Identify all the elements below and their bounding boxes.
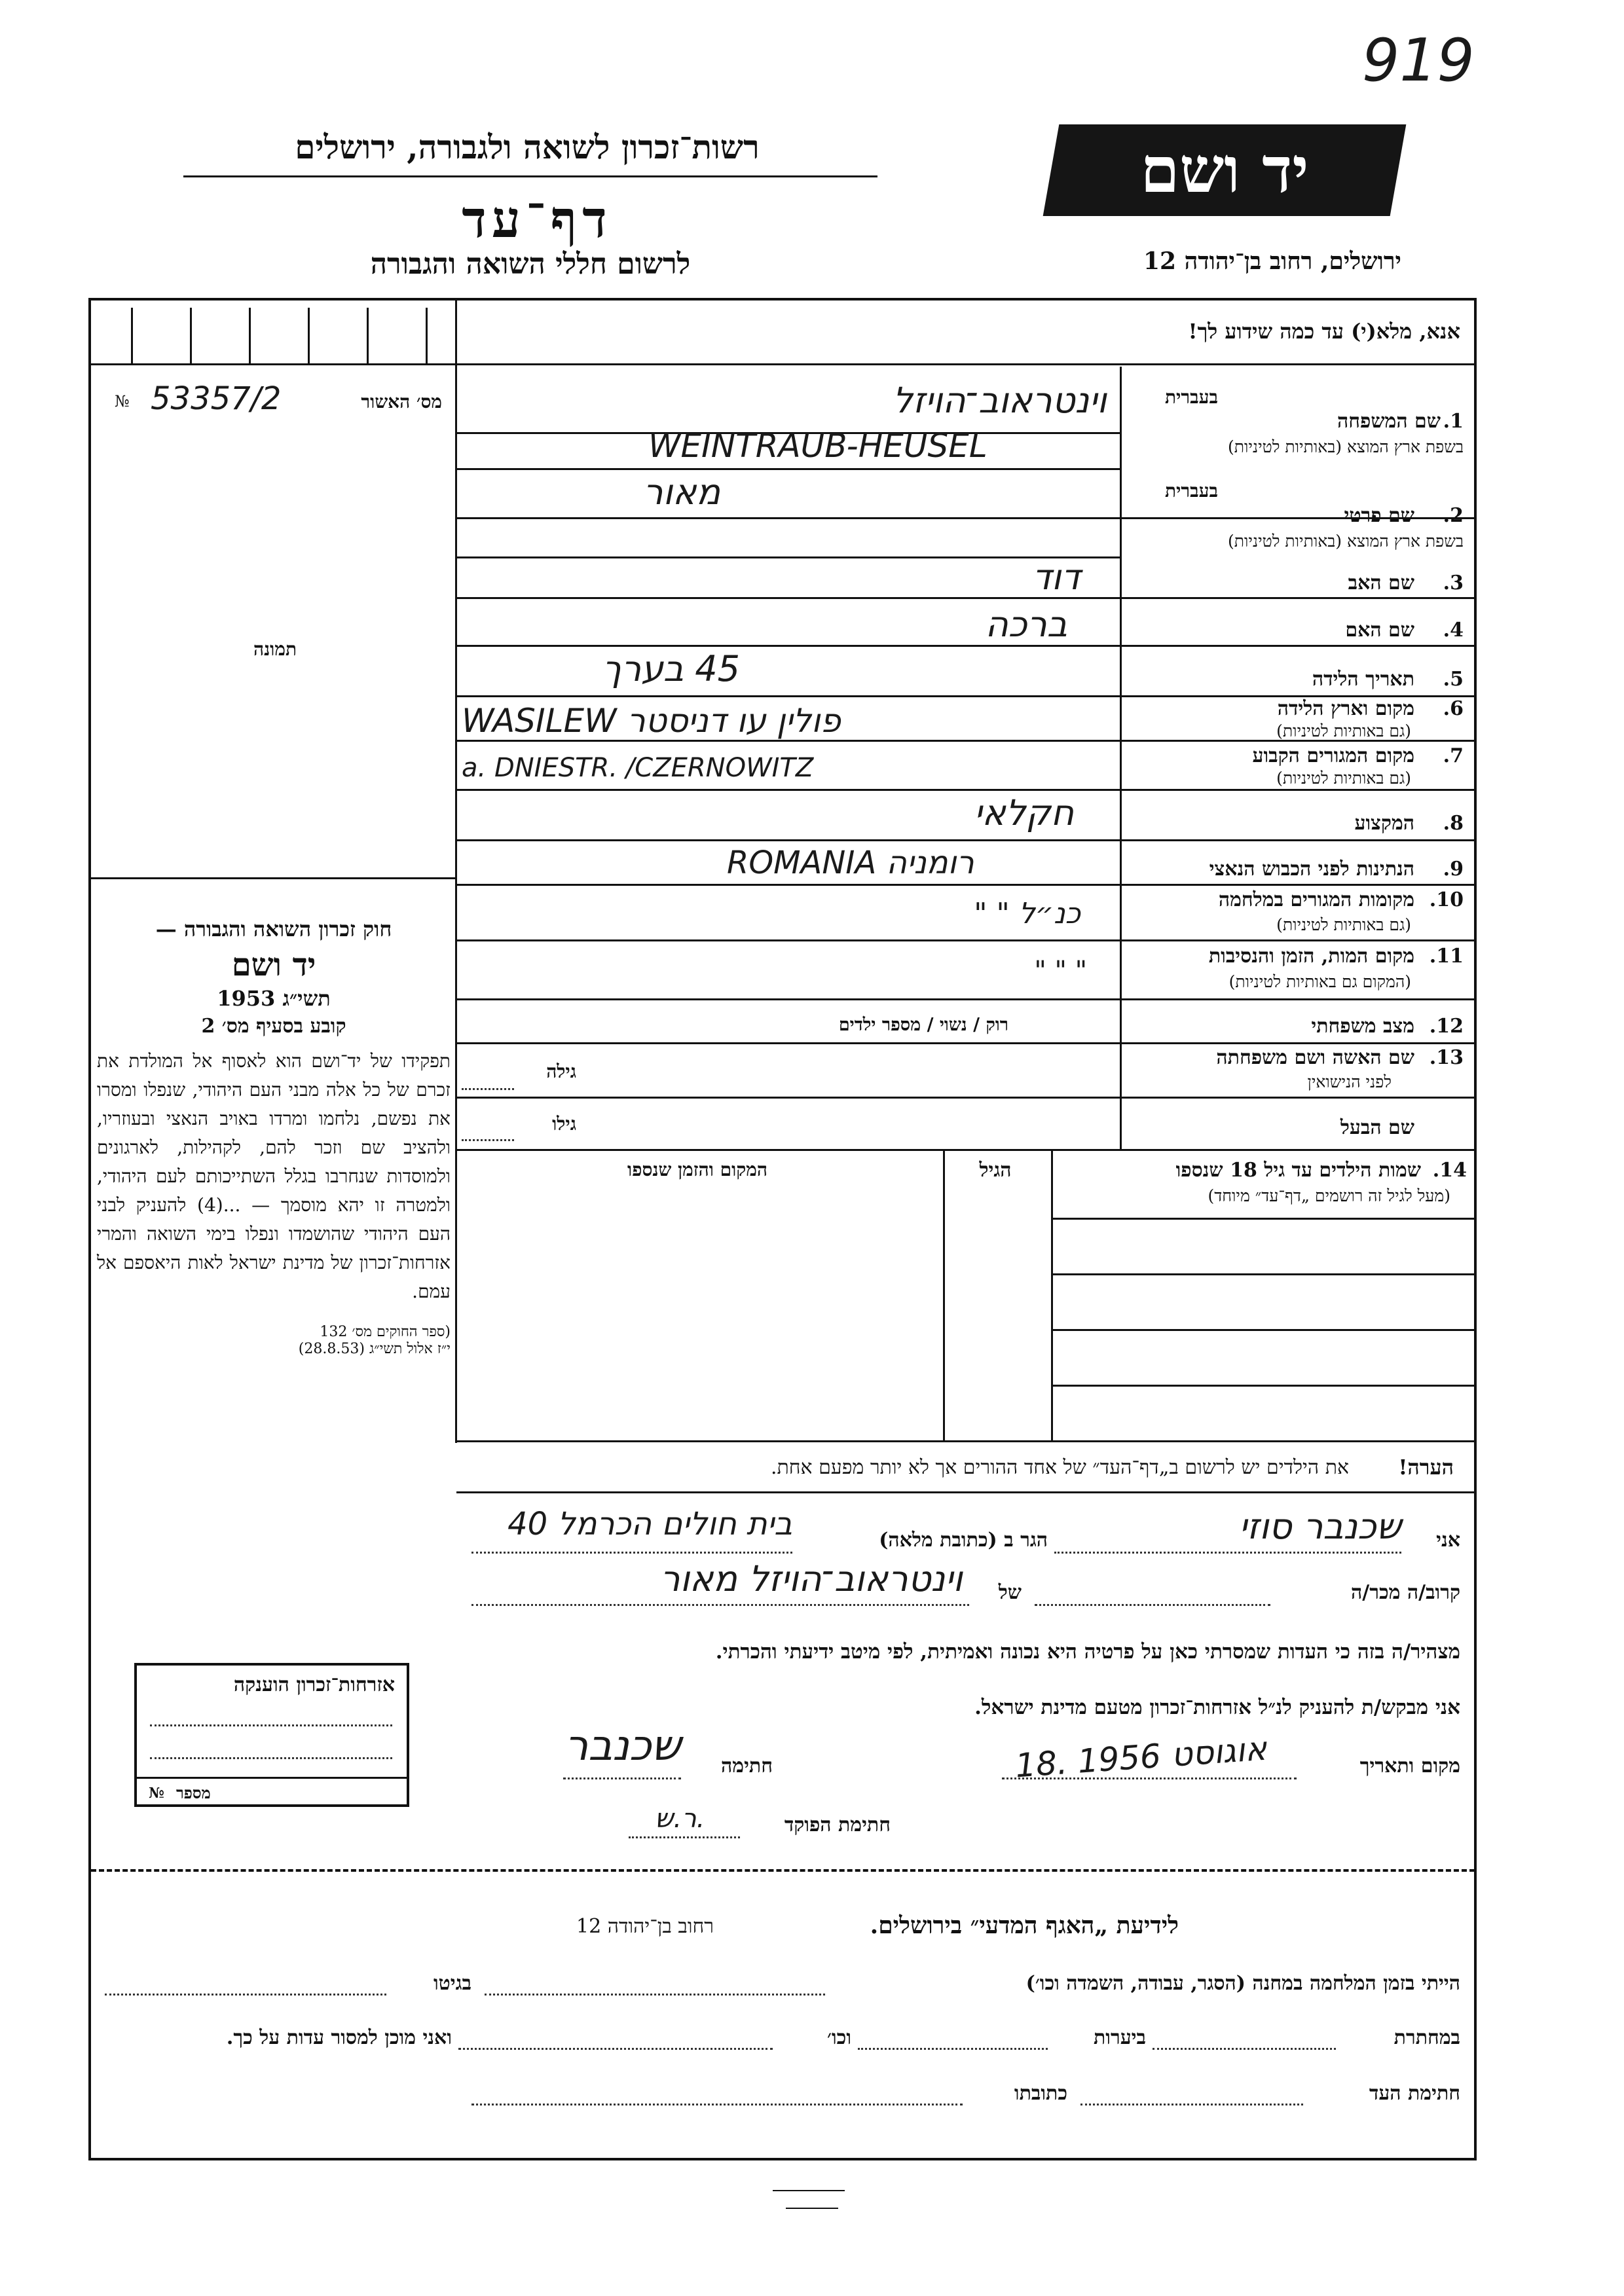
field-4-num: 4. [1443,619,1464,642]
field-5-label: תאריך הלידה [1312,668,1414,691]
field-8-value: חקלאי [974,792,1074,833]
husband-age-dots [462,1139,514,1141]
field-5-num: 5. [1443,668,1464,691]
field-13-age-dots [462,1088,514,1090]
decl-ani: אני [1436,1529,1460,1552]
children-place-header: המקום והזמן שנספו [627,1159,767,1180]
field-11-label: מקום המות, הזמן והנסיבות [1208,945,1414,968]
children-note: (מעל לגיל זה רושמים „דף־עד״ מיוחד) [1208,1186,1450,1205]
info-line3-dots-b [471,2104,963,2105]
law-body: תפקידו של יד־ושם הוא לאסוף אל המולדת את זכרם של כל אלה מבני העם היהודי, שנפלו ומסרו את נפשם, נלחמו ומרדו באויב הנאצי ובעוזריו, ולהציב שם וזכר להם, לקהילות, לארגונים ולמוסדות שנחרבו בגלל השתייכותם לעם היהודי, ולמטרה זו יהא מוסמך — ...(4) להעניק לבני העם היהודי שהושמדו ונפלו בימי השואה והמרי אזרחות־זכרון של מדינת ישראל לאות היאספם אל עמם. [97,1050,451,1302]
yad-vashem-logo [1043,124,1407,216]
decl-official-sig: ר.ש. [655,1804,705,1834]
husband-label: שם הבעל [1340,1116,1414,1139]
left-column-divider [455,301,457,1443]
footer-mark-2 [786,2208,838,2209]
info-title: לידיעת „האגף המדעי״ בירושלים. [870,1912,1179,1939]
citizenship-box [134,1663,409,1807]
cell-grid [92,301,455,363]
field-6-note: (גם באותיות לטיניות) [1276,721,1411,740]
citizenship-title: אזרחות־זכרון הוענקה [233,1673,395,1696]
footer-mark [773,2190,845,2191]
field-13-age-label: גילה [546,1061,576,1082]
field-13-label: שם האשה ושם משפחתה [1216,1046,1414,1069]
header-underline [183,175,877,177]
field-13-note: לפני הנישואין [1307,1072,1392,1091]
info-line1-dots [485,1994,825,1995]
field-8-label: המקצוע [1354,812,1414,835]
field-1-value-latin: WEINTRAUB-HEUSEL [648,427,987,465]
info-line2-b: ביערות [1093,2026,1146,2049]
field-7-value: a. DNIESTR. /CZERNOWITZ [462,753,814,783]
info-line2-dots-a [1153,2048,1336,2050]
record-prefix: № [115,392,130,410]
section-separator [91,1869,1475,1872]
field-2-value-hebrew: מאור [643,471,720,513]
field-3-value: דוד [1032,556,1080,598]
field-3-label: שם האב [1348,572,1414,594]
info-line3-b: כתובתו [1014,2082,1067,2105]
field-7-label: מקום המגורים הקבוע [1252,744,1414,767]
children-title: שמות הילדים עד גיל 18 שנספו [1175,1159,1421,1182]
field-2-label: שם פרטי [1344,504,1414,527]
field-7-num: 7. [1443,744,1464,767]
law-clause: קובע בסעיף מס׳ 2 [201,1015,346,1038]
decl-official-label: חתימת הפוקד [784,1813,891,1836]
citizenship-number-label: מספר [176,1783,211,1802]
children-divider-place [943,1149,945,1440]
info-line1-b: בגיטו [433,1972,471,1995]
decl-address: בית חולים הכרמל 40 [507,1506,792,1542]
field-1-latin-label: בשפת ארץ המוצא (באותיות לטיניות) [1228,437,1464,456]
children-divider-age [1051,1149,1053,1440]
info-address: רחוב בן־יהודה 12 [576,1915,714,1938]
field-1-value-hebrew: וינטראוב־הויזל [893,380,1107,421]
top-row-rule [91,363,1475,365]
law-source-date: י״ז אלול תשי״ג (28.8.53) [298,1341,451,1357]
record-number-block [115,380,442,429]
record-number-value: 53357/2 [151,380,282,417]
decl-statement: מצהיר/ה בזה כי העדות שמסרתי כאן על פרטיה היא נכונה ואמיתית, לפי מיטב ידיעתי והכרתי. [715,1640,1460,1664]
info-line2-a: במחתרת [1393,2026,1460,2049]
info-line3-a: חתימת העד [1369,2082,1460,2105]
remark-text: את הילדים יש לרשום ב„דף־העד״ של אחד ההורים אך לא יותר מפעם אחת. [770,1456,1349,1479]
field-2-num: 2. [1443,504,1464,527]
info-line1-a: הייתי בזמן המלחמה במחנה (הסגר, עבודה, השמדה וכו׳) [1025,1972,1460,1995]
form-title: דף־עד [462,190,612,249]
children-age-header: הגיל [979,1159,1012,1182]
field-8-num: 8. [1443,812,1464,835]
law-name: יד ושם [231,947,316,983]
husband-age-label: גילו [552,1113,576,1135]
top-annotation: 919 [1362,26,1475,95]
info-line3-dots-a [1080,2104,1303,2105]
decl-name: שכנבר סוזי [1239,1506,1401,1547]
decl-signature: שכנבר [564,1722,681,1770]
field-9-label: הנתינות לפני הכבוש הנאצי [1209,858,1414,881]
field-1-num: 1. [1443,410,1464,433]
field-5-value: 45 בערך [602,648,740,689]
header-address: ירושלים, רחוב בן־יהודה 12 [1143,247,1401,275]
field-4-label: שם האם [1345,619,1414,642]
decl-request: אני מבקש/ת להעניק לנ״ל אזרחות־זכרון מטעם מדינת ישראל. [974,1696,1460,1719]
field-2-latin-label: בשפת ארץ המוצא (באותיות לטיניות) [1228,532,1464,551]
decl-place-date-label: מקום ותאריך [1359,1755,1460,1777]
field-13-num: 13. [1429,1046,1464,1069]
field-4-value: ברכה [985,604,1067,645]
decl-relation-label: קרוב/ה מכר/ה [1351,1581,1460,1604]
info-line2-dots-b [858,2048,1048,2050]
decl-signature-label: חתימה [721,1755,773,1777]
info-line2-dots-c [458,2048,773,2050]
decl-place-date: 18. אוגוסט 1956 [1014,1729,1268,1785]
field-12-label: מצב משפחתי [1311,1015,1414,1038]
decl-relative: וינטראוב־הויזל מאור [659,1558,963,1599]
info-line1-dots-b [105,1994,386,1995]
field-1-hebrew-label: בעברית [1164,386,1218,408]
decl-address-dots [471,1552,792,1554]
field-9-value: ROMANIA רומניה [727,845,974,881]
law-title: חוק זכרון השואה והגבורה — [155,917,392,941]
decl-residing: הגר ב (כתובת מלאה) [879,1529,1048,1552]
field-1-label: שם המשפחה [1337,410,1441,433]
children-num: 14. [1432,1159,1467,1182]
citizenship-prefix: № [149,1785,164,1802]
record-number-label: מס׳ האשור [361,391,442,412]
decl-relation-dots [1035,1604,1270,1606]
form-subtitle: לרשום חללי השואה והגבורה [370,247,691,281]
field-12-options: רוק / נשוי / מספר ילדים [838,1015,1008,1035]
decl-official-dots [629,1836,740,1838]
field-6-value: WASILEW פולין עו דניסטר [462,702,841,740]
field-10-label: מקומות המגורים במלחמה [1218,888,1414,911]
field-10-num: 10. [1429,888,1464,911]
field-9-num: 9. [1443,858,1464,881]
remark-label: הערה! [1398,1455,1454,1480]
field-10-note: (גם באותיות לטיניות) [1276,915,1411,934]
field-11-num: 11. [1429,945,1464,968]
field-3-num: 3. [1443,572,1464,594]
field-7-note: (גם באותיות לטיניות) [1276,769,1411,788]
field-6-label: מקום וארץ הלידה [1277,697,1414,720]
intro-text: אנא, מלא(י) עד כמה שידוע לך! [1188,319,1460,344]
law-year: תשי״ג 1953 [217,986,331,1011]
field-11-note: (המקום גם באותיות לטיניות) [1228,972,1411,991]
authority-title: רשות־זכרון לשואה ולגבורה, ירושלים [295,128,760,166]
labels-divider [1120,367,1122,1149]
law-block [97,917,451,1357]
field-12-num: 12. [1429,1015,1464,1038]
field-6-num: 6. [1443,697,1464,720]
photo-bottom-rule [91,877,456,879]
field-2-hebrew-label: בעברית [1164,480,1218,501]
decl-of: של [998,1581,1022,1604]
logo-text: יד ושם [1140,133,1309,207]
field-11-value: " " " [1034,956,1087,986]
decl-relative-dots [471,1604,969,1606]
decl-signature-dots [563,1777,681,1779]
field-10-value: כנ״ל " " [974,897,1080,930]
photo-label: תמונה [253,638,297,660]
decl-name-dots [1054,1552,1401,1554]
info-line2-c: וכו׳ [827,2026,851,2049]
law-source: (ספר החוקים מס׳ 132 [320,1324,451,1340]
info-line2-d: ואני מוכן למסור עדות על כך. [226,2026,452,2049]
